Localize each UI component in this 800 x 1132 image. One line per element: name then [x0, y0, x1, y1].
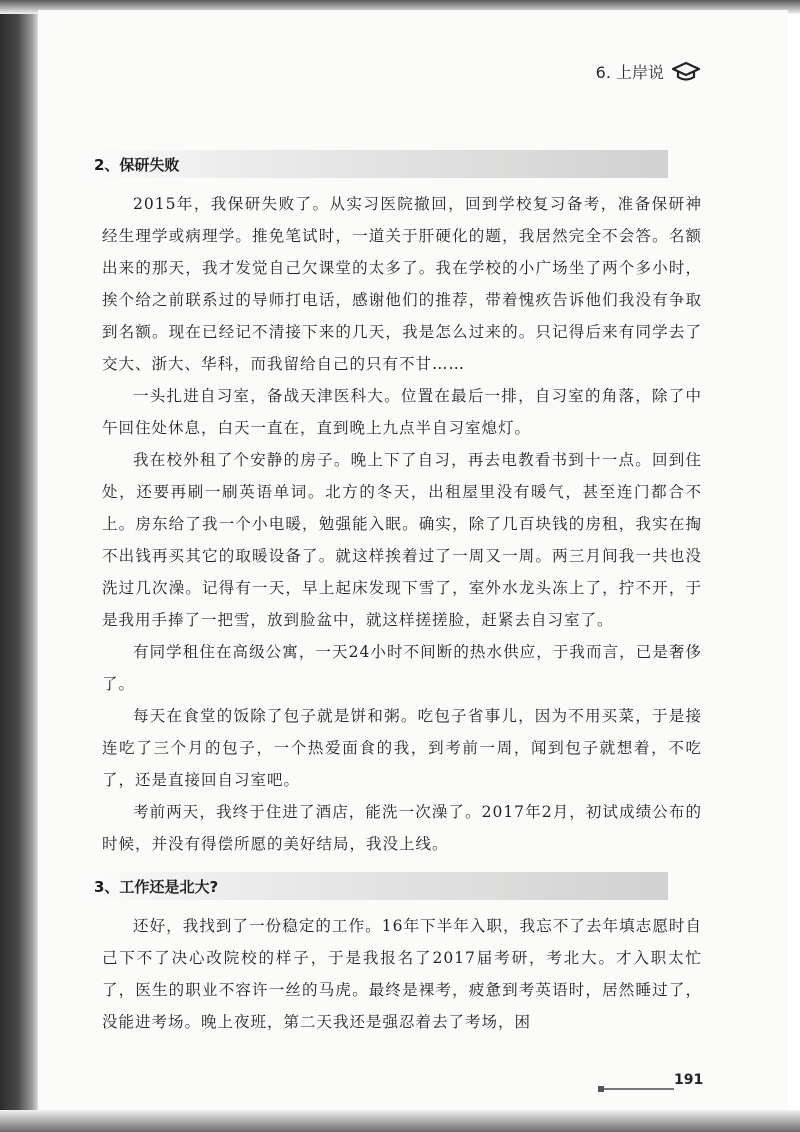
section-2-body — [102, 188, 702, 860]
paragraph: 有同学租住在高级公寓，一天24小时不间断的热水供应，于我而言，已是奢侈了。 — [102, 643, 702, 693]
book-page — [38, 10, 788, 1110]
section-heading-2: 2、保研失败 — [88, 150, 668, 178]
paragraph: 一头扎进自习室，备战天津医科大。位置在最后一排，自习室的角落，除了中午回住处休息，白天一直在，直到晚上九点半自习室熄灯。 — [102, 387, 702, 437]
page-number: 191 — [674, 1072, 704, 1088]
scan-shadow-bottom — [0, 1110, 800, 1132]
paragraph: 考前两天，我终于住进了酒店，能洗一次澡了。2017年2月，初试成绩公布的时候，并没有得偿所愿的美好结局，我没上线。 — [102, 803, 702, 853]
paragraph: 我在校外租了个安静的房子。晚上下了自习，再去电教看书到十一点。回到住处，还要再刷一刷英语单词。北方的冬天，出租屋里没有暖气，甚至连门都合不上。房东给了我一个小电暖，勉强能入眠。确实，除了几百块钱的房租，我实在掏不出钱再买其它的取暖设备了。就这样挨着过了一周又一周。两三月间我一共也没洗过几次澡。记得有一天，早上起床发现下雪了，室外水龙头冻上了，拧不开，于是我用手捧了一把雪，放到脸盆中，就这样搓搓脸，赶紧去自习室了。 — [102, 451, 702, 629]
section-3-body — [102, 910, 702, 1038]
footer-rule — [604, 1088, 674, 1090]
graduation-cap-icon — [672, 61, 700, 83]
paragraph: 每天在食堂的饭除了包子就是饼和粥。吃包子省事儿，因为不用买菜，于是接连吃了三个月的包子，一个热爱面食的我，到考前一周，闻到包子就想着，不吃了，还是直接回自习室吧。 — [102, 707, 702, 789]
paragraph: 还好，我找到了一份稳定的工作。16年下半年入职，我忘不了去年填志愿时自己下不了决心改院校的样子，于是我报名了2017届考研，考北大。才入职太忙了，医生的职业不容许一丝的马虎。最终是裸考，疲惫到考英语时，居然睡过了，没能进考场。晚上夜班，第二天我还是强忍着去了考场，困 — [102, 917, 702, 1031]
section-heading-3: 3、工作还是北大? — [88, 872, 668, 900]
paragraph: 2015年，我保研失败了。从实习医院撤回，回到学校复习备考，准备保研神经生理学或病理学。推免笔试时，一道关于肝硬化的题，我居然完全不会答。名额出来的那天，我才发觉自己欠课堂的太多了。我在学校的小广场坐了两个多小时，挨个给之前联系过的导师打电话，感谢他们的推荐，带着愧疚告诉他们我没有争取到名额。现在已经记不清接下来的几天，我是怎么过来的。只记得后来有同学去了交大、浙大、华科，而我留给自己的只有不甘…… — [102, 195, 702, 373]
running-head — [596, 60, 700, 83]
scan-shadow-left — [0, 0, 40, 1132]
running-title: 6. 上岸说 — [595, 63, 664, 82]
